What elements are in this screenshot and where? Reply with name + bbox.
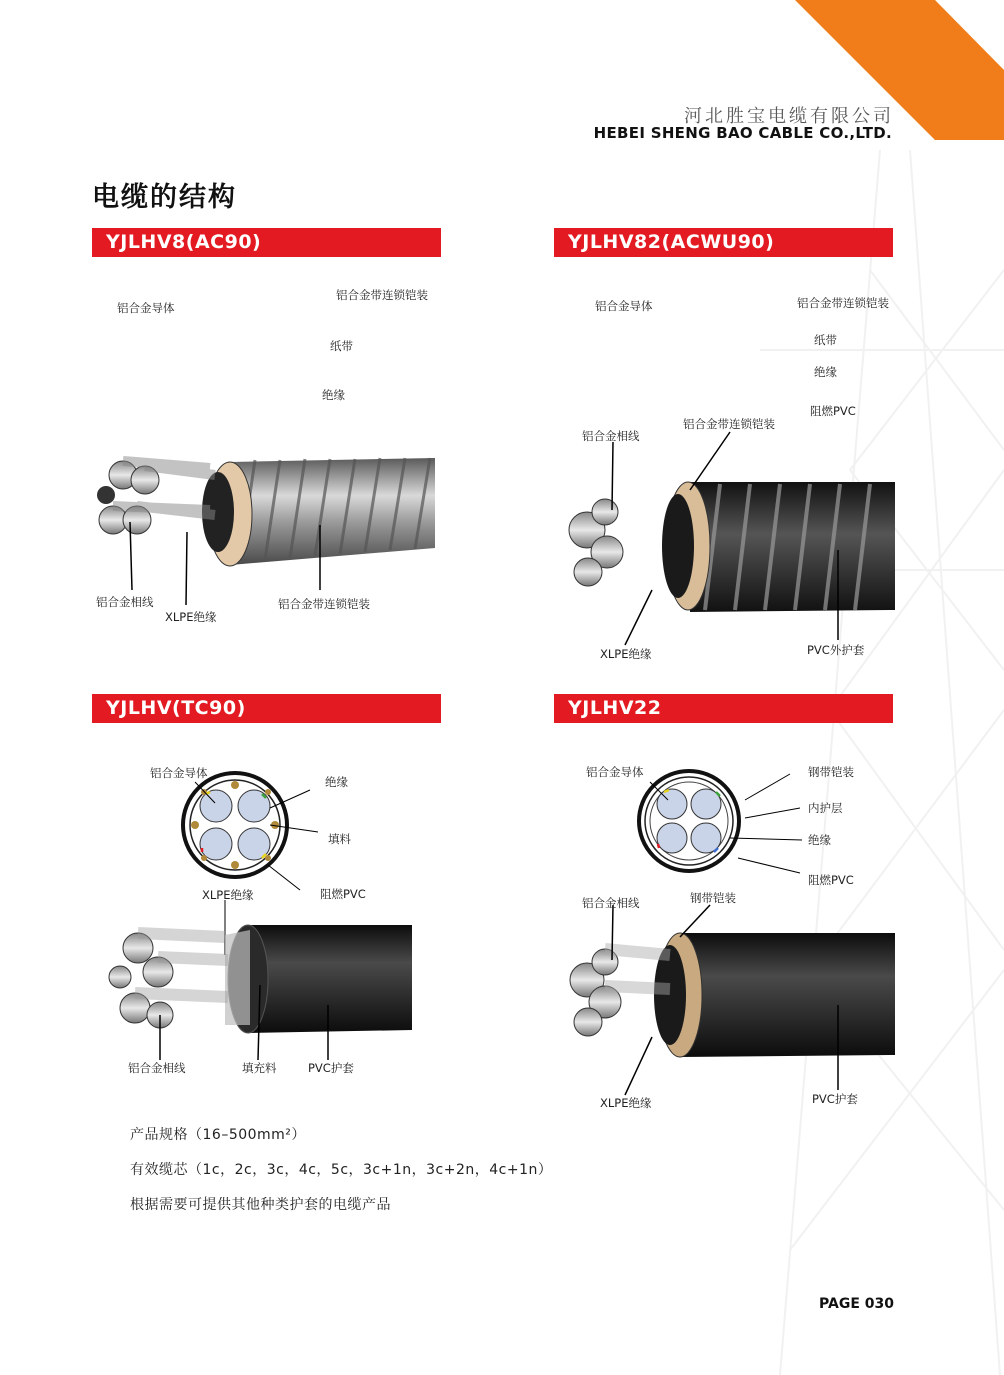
label-insulation: 绝缘: [325, 775, 348, 789]
label-insulation: 绝缘: [322, 388, 345, 402]
label-armour-bottom: 铝合金带连锁铠装: [278, 597, 370, 611]
section-title-yjlhv8: YJLHV8(AC90): [92, 228, 441, 257]
label-conductor: 铝合金导体: [586, 765, 644, 779]
company-name-en: HEBEI SHENG BAO CABLE CO.,LTD.: [593, 124, 892, 142]
label-conductor: 铝合金导体: [150, 766, 208, 780]
spec-size-range: 产品规格（16–500mm²）: [130, 1127, 306, 1143]
page-title: 电缆的结构: [92, 182, 237, 213]
company-name-cn: 河北胜宝电缆有限公司: [684, 106, 894, 127]
section-title-yjlhv82: YJLHV82(ACWU90): [554, 228, 893, 257]
label-armour: 铝合金带连锁铠装: [336, 288, 428, 302]
label-phase-wire: 铝合金相线: [128, 1061, 186, 1075]
label-pvc-sheath: PVC护套: [308, 1061, 354, 1075]
label-flame-pvc: 阻燃PVC: [810, 404, 856, 418]
label-xlpe: XLPE绝缘: [202, 888, 254, 902]
label-flame-pvc: 阻燃PVC: [808, 873, 854, 887]
label-xlpe: XLPE绝缘: [165, 610, 217, 624]
label-filling: 填充料: [242, 1061, 277, 1075]
label-xlpe: XLPE绝缘: [600, 1096, 652, 1110]
label-xlpe: XLPE绝缘: [600, 647, 652, 661]
label-phase-wire: 铝合金相线: [96, 595, 154, 609]
label-steel-tape: 钢带铠装: [690, 891, 736, 905]
label-flame-pvc: 阻燃PVC: [320, 887, 366, 901]
label-armour: 铝合金带连锁铠装: [797, 296, 889, 310]
section-title-yjlhv22: YJLHV22: [554, 694, 893, 723]
label-filler: 填料: [328, 832, 351, 846]
label-pvc-sheath: PVC外护套: [807, 643, 865, 657]
page-number: PAGE 030: [819, 1296, 894, 1312]
label-insulation: 绝缘: [808, 833, 831, 847]
spec-note: 根据需要可提供其他种类护套的电缆产品: [130, 1197, 391, 1213]
cable-illustration-yjlhv22: [560, 905, 895, 1100]
label-conductor: 铝合金导体: [595, 299, 653, 313]
label-insulation: 绝缘: [814, 365, 837, 379]
spec-core-count: 有效缆芯（1c，2c，3c，4c，5c，3c+1n，3c+2n，4c+1n）: [130, 1162, 553, 1178]
label-phase-wire: 铝合金相线: [582, 896, 640, 910]
label-conductor: 铝合金导体: [117, 301, 175, 315]
section-title-yjlhv: YJLHV(TC90): [92, 694, 441, 723]
label-paper-tape: 纸带: [814, 333, 837, 347]
label-paper-tape: 纸带: [330, 339, 353, 353]
label-armour-mid: 铝合金带连锁铠装: [683, 417, 775, 431]
label-inner-sheath: 内护层: [808, 801, 843, 815]
label-steel-armour: 钢带铠装: [808, 765, 854, 779]
label-pvc-sheath: PVC护套: [812, 1092, 858, 1106]
label-phase-wire: 铝合金相线: [582, 429, 640, 443]
